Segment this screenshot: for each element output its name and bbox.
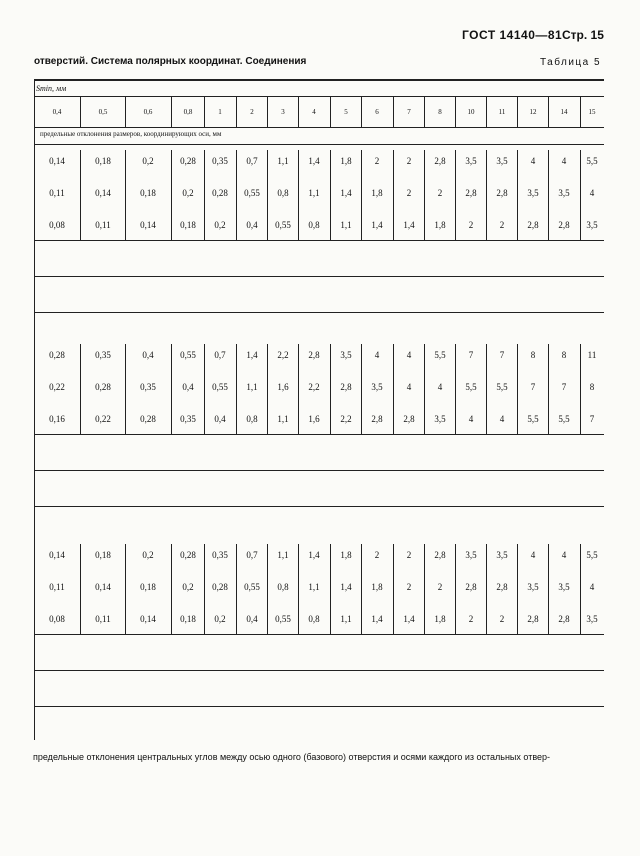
table-cell: 0,28 — [180, 550, 196, 560]
table-cell: 0,8 — [308, 614, 320, 624]
table-cell: 5,5 — [558, 414, 570, 424]
column-divider — [125, 96, 126, 127]
table-cell: 0,28 — [95, 382, 111, 392]
table-cell: 1,4 — [371, 614, 383, 624]
table-cell: 0,55 — [180, 350, 196, 360]
table-cell: 2,8 — [527, 614, 539, 624]
table-cell: 0,14 — [95, 582, 111, 592]
table-cell: 0,55 — [275, 220, 291, 230]
table-cell: 0,18 — [140, 188, 156, 198]
table-cell: 3,5 — [527, 582, 539, 592]
rule-line — [34, 240, 604, 241]
table-cell: 2,8 — [371, 414, 383, 424]
table-cell: 8 — [530, 350, 536, 360]
table-cell: 0,4 — [142, 350, 154, 360]
table-cell: 0,11 — [49, 582, 65, 592]
column-header: 5 — [344, 108, 348, 116]
table-cell: 2 — [499, 220, 505, 230]
table-cell: 2 — [374, 550, 380, 560]
table-cell: 4 — [406, 382, 412, 392]
column-header: 6 — [375, 108, 379, 116]
column-header: 0,5 — [98, 108, 108, 116]
table-cell: 4 — [499, 414, 505, 424]
table-cell: 4 — [589, 188, 595, 198]
table-cell: 0,2 — [214, 220, 226, 230]
table-cell: 0,18 — [140, 582, 156, 592]
table-cell: 1,8 — [340, 156, 352, 166]
rule-line — [34, 670, 604, 671]
table-cell: 2 — [374, 156, 380, 166]
table-cell: 0,55 — [244, 188, 260, 198]
table-cell: 3,5 — [558, 582, 570, 592]
column-header: 1 — [218, 108, 222, 116]
table-cell: 1,6 — [308, 414, 320, 424]
table-cell: 4 — [589, 582, 595, 592]
table-cell: 0,7 — [246, 156, 258, 166]
table-cell: 0,35 — [180, 414, 196, 424]
table-cell: 1,1 — [277, 550, 289, 560]
table-cell: 2 — [437, 188, 443, 198]
table-cell: 1,4 — [403, 614, 415, 624]
column-divider — [171, 150, 172, 240]
column-divider — [171, 344, 172, 434]
table-cell: 1,8 — [340, 550, 352, 560]
table-cell: 1,4 — [340, 582, 352, 592]
table-cell: 0,11 — [95, 614, 111, 624]
table-cell: 8 — [589, 382, 595, 392]
table-cell: 7 — [530, 382, 536, 392]
column-header: 0,8 — [183, 108, 193, 116]
table-cell: 2,8 — [434, 156, 446, 166]
table-cell: 0,2 — [182, 582, 194, 592]
table-cell: 0,14 — [140, 220, 156, 230]
table-cell: 1,1 — [308, 188, 320, 198]
table-cell: 3,5 — [496, 550, 508, 560]
table-cell: 0,7 — [214, 350, 226, 360]
table-cell: 1,4 — [403, 220, 415, 230]
table-cell: 2 — [406, 582, 412, 592]
table-cell: 1,1 — [246, 382, 258, 392]
table-cell: 0,14 — [140, 614, 156, 624]
table-cell: 0,8 — [277, 582, 289, 592]
column-header: 2 — [250, 108, 254, 116]
table-cell: 0,08 — [49, 220, 65, 230]
table-cell: 7 — [561, 382, 567, 392]
table-cell: 1,4 — [308, 550, 320, 560]
rule-line — [34, 96, 604, 97]
column-header: 4 — [312, 108, 316, 116]
table-cell: 0,22 — [49, 382, 65, 392]
table-cell: 0,35 — [212, 550, 228, 560]
table-cell: 3,5 — [371, 382, 383, 392]
table-cell: 3,5 — [586, 220, 598, 230]
column-divider — [125, 544, 126, 634]
table-cell: 4 — [374, 350, 380, 360]
doc-number: ГОСТ 14140—81 — [462, 28, 563, 42]
column-header: 7 — [407, 108, 411, 116]
table-caption: предельные отклонения размеров, координирующих оси, мм — [40, 130, 222, 138]
table-cell: 4 — [530, 156, 536, 166]
rule-line — [34, 127, 604, 128]
rule-line — [34, 276, 604, 277]
table-cell: 1,8 — [371, 188, 383, 198]
rule-line — [34, 434, 604, 435]
table-cell: 2,8 — [496, 188, 508, 198]
table-cell: 5,5 — [434, 350, 446, 360]
table-cell: 0,08 — [49, 614, 65, 624]
table-cell: 3,5 — [434, 414, 446, 424]
table-cell: 11 — [587, 350, 597, 360]
table-cell: 0,28 — [212, 582, 228, 592]
table-cell: 5,5 — [465, 382, 477, 392]
table-cell: 0,11 — [49, 188, 65, 198]
table-cell: 0,14 — [95, 188, 111, 198]
column-divider — [80, 96, 81, 127]
table-cell: 1,1 — [308, 582, 320, 592]
table-cell: 0,14 — [49, 156, 65, 166]
table-cell: 0,2 — [142, 550, 154, 560]
column-divider — [171, 96, 172, 127]
table-cell: 2 — [468, 220, 474, 230]
table-cell: 1,1 — [277, 414, 289, 424]
footer-text: предельные отклонения центральных углов между осью одного (базового) отверстия и осями каждого из остальных отвер- — [33, 752, 551, 762]
table-cell: 0,35 — [95, 350, 111, 360]
rule-line — [34, 79, 604, 81]
table-cell: 1,1 — [277, 156, 289, 166]
rule-line — [34, 506, 604, 507]
table-cell: 3,5 — [558, 188, 570, 198]
table-cell: 3,5 — [586, 614, 598, 624]
column-header: 12 — [529, 108, 537, 116]
table-cell: 2,8 — [434, 550, 446, 560]
table-cell: 0,35 — [212, 156, 228, 166]
column-header: 11 — [498, 108, 506, 116]
column-divider — [125, 344, 126, 434]
table-cell: 0,18 — [95, 156, 111, 166]
table-cell: 0,18 — [180, 220, 196, 230]
table-cell: 0,4 — [182, 382, 194, 392]
table-cell: 3,5 — [496, 156, 508, 166]
rule-line — [34, 470, 604, 471]
table-cell: 4 — [561, 156, 567, 166]
table-cell: 2,2 — [277, 350, 289, 360]
table-cell: 0,11 — [95, 220, 111, 230]
table-cell: 5,5 — [586, 156, 598, 166]
column-divider — [125, 150, 126, 240]
table-cell: 0,2 — [214, 614, 226, 624]
rule-line — [34, 312, 604, 313]
table-cell: 0,28 — [180, 156, 196, 166]
table-cell: 0,4 — [246, 614, 258, 624]
table-cell: 1,1 — [340, 614, 352, 624]
table-cell: 1,4 — [340, 188, 352, 198]
table-cell: 0,4 — [214, 414, 226, 424]
column-header: 0,4 — [52, 108, 62, 116]
table-cell: 0,18 — [180, 614, 196, 624]
table-cell: 4 — [468, 414, 474, 424]
column-header: 0,6 — [143, 108, 153, 116]
column-divider — [34, 79, 35, 740]
table-cell: 0,55 — [275, 614, 291, 624]
table-cell: 0,28 — [49, 350, 65, 360]
table-cell: 4 — [406, 350, 412, 360]
table-cell: 0,16 — [49, 414, 65, 424]
table-cell: 7 — [468, 350, 474, 360]
rule-line — [34, 706, 604, 707]
table-cell: 7 — [589, 414, 595, 424]
table-cell: 1,8 — [371, 582, 383, 592]
table-cell: 0,2 — [142, 156, 154, 166]
table-cell: 2 — [406, 188, 412, 198]
column-divider — [80, 344, 81, 434]
table-cell: 2 — [406, 550, 412, 560]
table-cell: 2,8 — [403, 414, 415, 424]
table-cell: 0,55 — [212, 382, 228, 392]
table-cell: 2,8 — [496, 582, 508, 592]
table-cell: 4 — [561, 550, 567, 560]
table-cell: 1,6 — [277, 382, 289, 392]
table-cell: 2 — [437, 582, 443, 592]
column-divider — [80, 544, 81, 634]
table-cell: 0,28 — [140, 414, 156, 424]
table-cell: 1,4 — [246, 350, 258, 360]
table-cell: 3,5 — [340, 350, 352, 360]
table-cell: 2,8 — [558, 614, 570, 624]
table-cell: 2,8 — [308, 350, 320, 360]
table-cell: 4 — [437, 382, 443, 392]
table-cell: 0,35 — [140, 382, 156, 392]
column-header: 3 — [281, 108, 285, 116]
table-cell: 2,2 — [308, 382, 320, 392]
table-cell: 4 — [530, 550, 536, 560]
table-cell: 1,4 — [308, 156, 320, 166]
column-divider — [171, 544, 172, 634]
column-header: 10 — [467, 108, 475, 116]
table-cell: 2,8 — [465, 582, 477, 592]
table-cell: 2 — [468, 614, 474, 624]
table-cell: 0,8 — [246, 414, 258, 424]
table-cell: 0,14 — [49, 550, 65, 560]
table-cell: 2,8 — [340, 382, 352, 392]
column-header: 15 — [588, 108, 596, 116]
column-header: 14 — [560, 108, 568, 116]
table-cell: 1,8 — [434, 614, 446, 624]
table-cell: 0,8 — [308, 220, 320, 230]
table-cell: 0,2 — [182, 188, 194, 198]
table-cell: 7 — [499, 350, 505, 360]
table-number: Таблица 5 — [540, 57, 602, 68]
table-cell: 5,5 — [586, 550, 598, 560]
rule-line — [34, 144, 604, 145]
table-cell: 2,8 — [527, 220, 539, 230]
table-cell: 0,4 — [246, 220, 258, 230]
table-cell: 2,8 — [558, 220, 570, 230]
table-cell: 1,4 — [371, 220, 383, 230]
table-cell: 0,22 — [95, 414, 111, 424]
table-cell: 2 — [406, 156, 412, 166]
table-cell: 2,8 — [465, 188, 477, 198]
table-cell: 0,7 — [246, 550, 258, 560]
table-cell: 3,5 — [465, 550, 477, 560]
table-cell: 5,5 — [496, 382, 508, 392]
rule-line — [34, 634, 604, 635]
column-header: 8 — [438, 108, 442, 116]
table-cell: 8 — [561, 350, 567, 360]
table-cell: 3,5 — [465, 156, 477, 166]
table-cell: 3,5 — [527, 188, 539, 198]
table-cell: 2 — [499, 614, 505, 624]
table-cell: 2,2 — [340, 414, 352, 424]
section-subtitle: отверстий. Система полярных координат. Соединения — [34, 56, 307, 67]
table-cell: 5,5 — [527, 414, 539, 424]
table-cell: 0,28 — [212, 188, 228, 198]
column-divider — [80, 150, 81, 240]
table-cell: 0,55 — [244, 582, 260, 592]
page-number: Стр. 15 — [562, 28, 604, 42]
table-cell: 0,18 — [95, 550, 111, 560]
table-cell: 0,8 — [277, 188, 289, 198]
s-min-label: Smin, мм — [36, 84, 67, 93]
table-cell: 1,1 — [340, 220, 352, 230]
table-cell: 1,8 — [434, 220, 446, 230]
